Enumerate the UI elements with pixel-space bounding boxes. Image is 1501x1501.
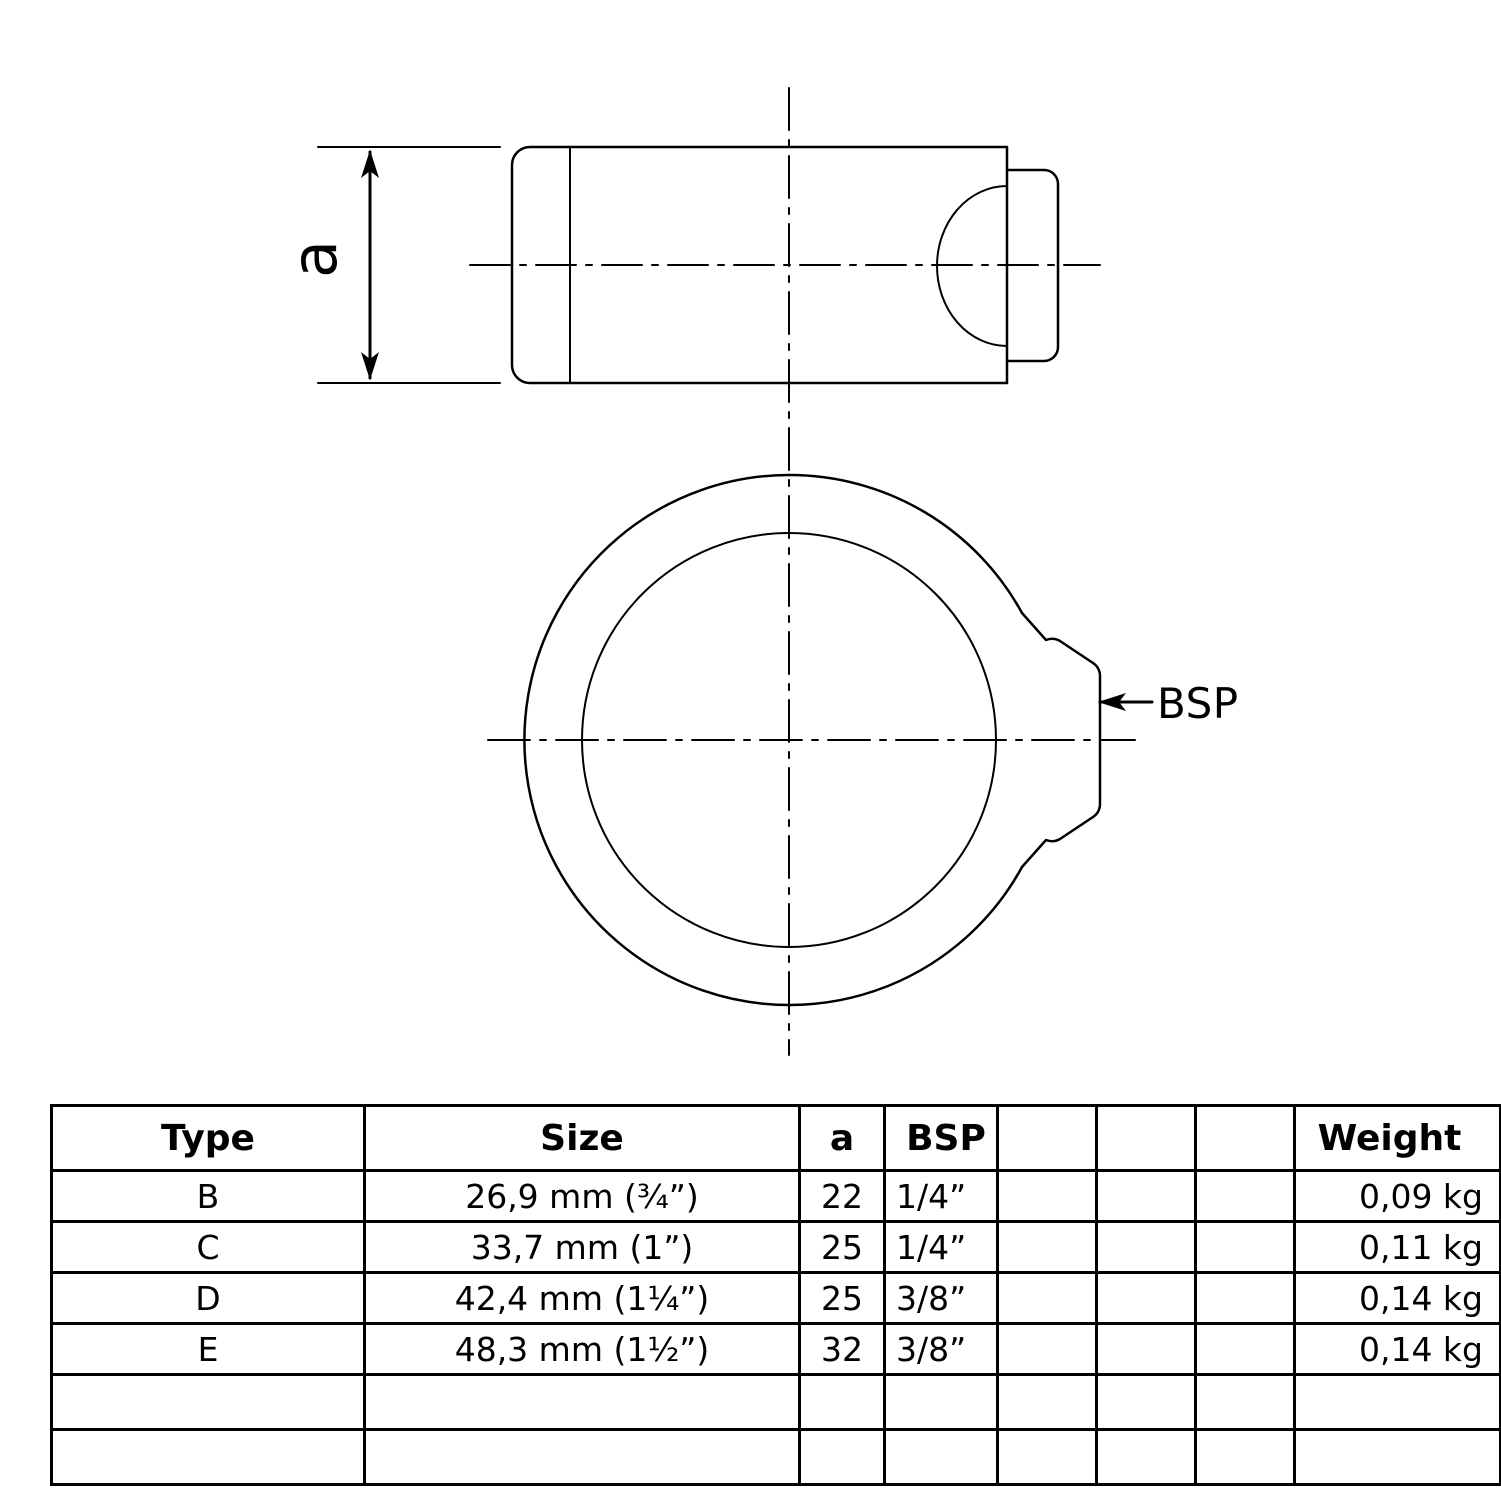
cell-extra-1: [998, 1324, 1097, 1375]
cell-extra-3: [1196, 1273, 1295, 1324]
table-row: [52, 1222, 1501, 1273]
cell-weight: 0,09 kg: [1295, 1171, 1501, 1222]
cell-extra-1: [998, 1171, 1097, 1222]
cell-bsp: 3/8”: [885, 1324, 998, 1375]
header-weight: Weight: [1295, 1106, 1501, 1171]
header-size: Size: [365, 1106, 800, 1171]
cell-extra-2: [1097, 1273, 1196, 1324]
cell-extra-1: [998, 1222, 1097, 1273]
cell-a: 25: [800, 1222, 885, 1273]
header-extra-3: [1196, 1106, 1295, 1171]
cell-bsp: 1/4”: [885, 1171, 998, 1222]
cell-weight: 0,11 kg: [1295, 1222, 1501, 1273]
cell-size: 48,3 mm (1½”): [365, 1324, 800, 1375]
header-extra-1: [998, 1106, 1097, 1171]
cell-extra-2: [1097, 1324, 1196, 1375]
cell-size: 26,9 mm (¾”): [365, 1171, 800, 1222]
cell-a: 25: [800, 1273, 885, 1324]
cell-weight: 0,14 kg: [1295, 1273, 1501, 1324]
cell-type: D: [52, 1273, 365, 1324]
bsp-callout-label: BSP: [1157, 679, 1239, 728]
table-empty-row: [52, 1430, 1501, 1485]
table-empty-row: [52, 1375, 1501, 1430]
cell-type: B: [52, 1171, 365, 1222]
header-a: a: [800, 1106, 885, 1171]
dimension-label-a: a: [278, 240, 351, 278]
table-row: [52, 1273, 1501, 1324]
cell-extra-1: [998, 1273, 1097, 1324]
cell-type: C: [52, 1222, 365, 1273]
cell-a: 22: [800, 1171, 885, 1222]
cell-a: 32: [800, 1324, 885, 1375]
table-row: [52, 1324, 1501, 1375]
header-bsp: BSP: [885, 1106, 998, 1171]
cell-extra-3: [1196, 1222, 1295, 1273]
cell-extra-2: [1097, 1222, 1196, 1273]
cell-extra-3: [1196, 1171, 1295, 1222]
cell-weight: 0,14 kg: [1295, 1324, 1501, 1375]
table-header-row: [52, 1106, 1501, 1171]
table-row: [52, 1171, 1501, 1222]
header-extra-2: [1097, 1106, 1196, 1171]
cell-extra-3: [1196, 1324, 1295, 1375]
cell-size: 42,4 mm (1¼”): [365, 1273, 800, 1324]
cell-bsp: 3/8”: [885, 1273, 998, 1324]
specification-table: [50, 1104, 1501, 1486]
header-type: Type: [52, 1106, 365, 1171]
cell-type: E: [52, 1324, 365, 1375]
cell-size: 33,7 mm (1”): [365, 1222, 800, 1273]
cell-bsp: 1/4”: [885, 1222, 998, 1273]
cell-extra-2: [1097, 1171, 1196, 1222]
